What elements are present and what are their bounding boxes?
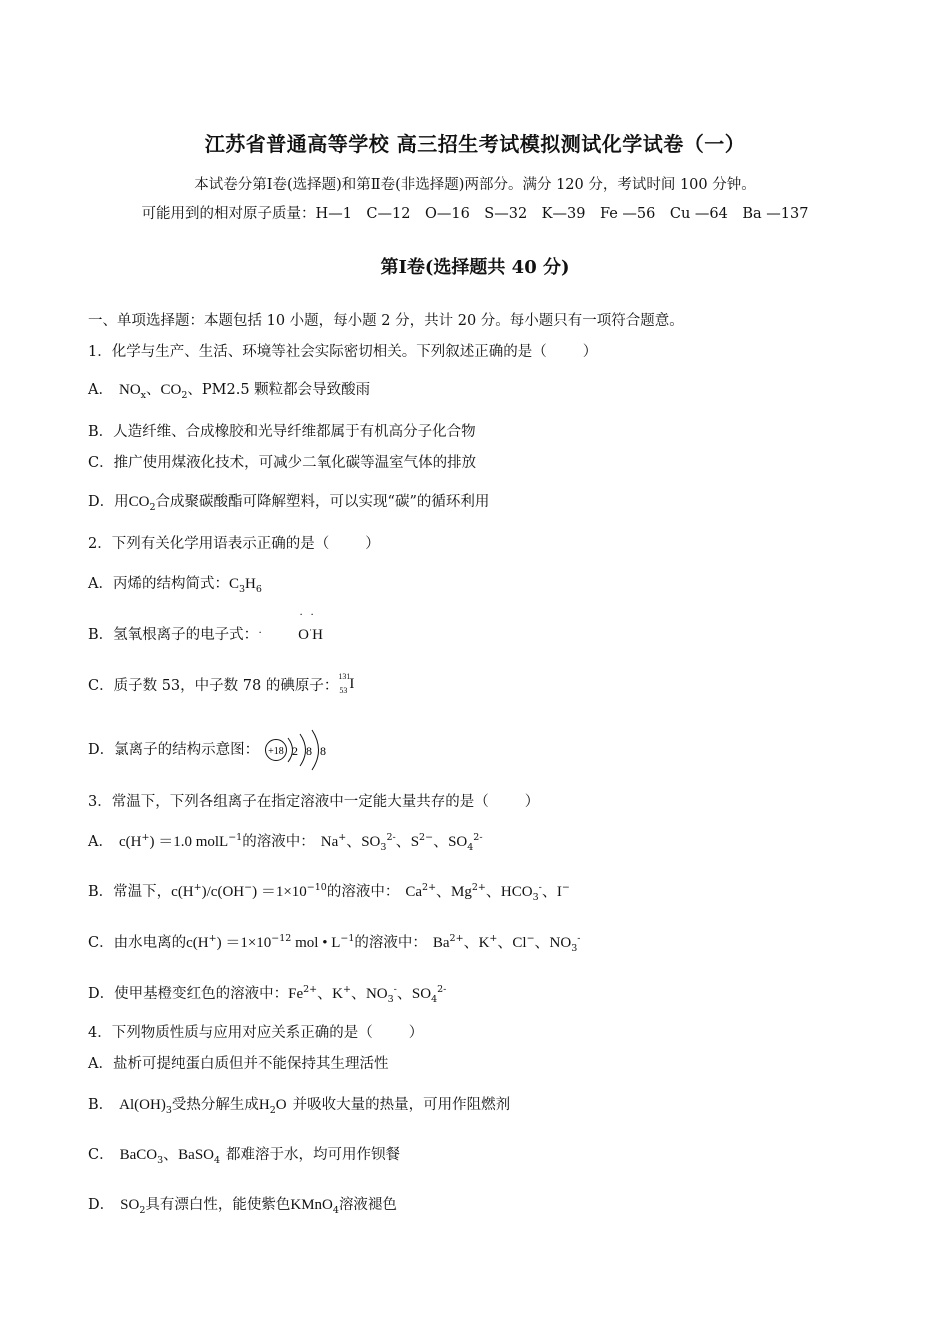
q2-option-a: A．丙烯的结构简式：$C_3H_6$ (88, 576, 262, 595)
q3-option-c: C．由水电离的$c(H^+) =1\times 10^{-12}$ mol • $L^{-1}$的溶液中： $Ba^{2+}$、K+、Cl−、$NO_3^-$ (88, 933, 581, 954)
question-3-stem: 3．常温下，下列各组离子在指定溶液中一定能大量共存的是（ ） (88, 794, 540, 810)
iodine-isotope: 131 53 I (338, 672, 355, 695)
electron-shell-2 (300, 734, 306, 766)
question-paren: ） (582, 344, 598, 360)
question-4-stem: 4．下列物质性质与应用对应关系正确的是（ ） (88, 1025, 424, 1041)
electron-shell-3 (312, 730, 319, 770)
q1-option-c: C．推广使用煤液化技术，可减少二氧化碳等温室气体的排放 (88, 455, 477, 471)
q2-option-b: B．氢氧根离子的电子式： · · · O·H (88, 607, 324, 643)
q4-option-c: C． BaCO$_3$、BaSO$_4$ 都难溶于水，均可用作钡餐 (88, 1147, 401, 1166)
q1-option-b: B．人造纤维、合成橡胶和光导纤维都属于有机高分子化合物 (88, 424, 476, 440)
atomic-masses: 可能用到的相对原子质量：H—1 C—12 O—16 S—32 K—39 Fe —56 Cu —64 Ba —137 (141, 206, 809, 222)
part1-instructions: 一、单项选择题：本题包括 10 小题，每小题 2 分，共计 20 分。每小题只有一项符合题意。 (88, 313, 684, 329)
hydroxide-electron-formula: · · · O·H (258, 607, 324, 643)
shell-electrons-2: 8 (305, 744, 312, 758)
section-title: 第Ⅰ卷(选择题共 40 分) (380, 257, 570, 278)
q3-option-b: B．常温下，$c(H^+)/c(OH^-) =1\times 10^{-10}$的溶液中： $Ca^{2+}$、$Mg^{2+}$、$HCO_3^-$、I− (88, 882, 570, 903)
q4-option-d: D． $SO_2$具有漂白性，能使紫色KMnO$_4$溶液褪色 (88, 1197, 397, 1216)
q3-option-d: D．使甲基橙变红色的溶液中：$Fe^{2+}$、K+、$NO_3^-$、$SO_4^{2-}$ (88, 984, 447, 1005)
q3-option-a: A． c(H+) ＝1.0 molL$^{-1}$的溶液中： Na+、$SO_3^{2-}$、$S^{2-}$、$SO_4^{2-}$ (88, 832, 483, 853)
shell-electrons-3: 8 (319, 744, 326, 758)
q4-option-a: A．盐析可提纯蛋白质但并不能保持其生理活性 (88, 1056, 389, 1072)
shell-electrons-1: 2 (291, 744, 298, 758)
q1-option-d: D．用$CO_2$合成聚碳酸酯可降解塑料，可以实现“碳”的循环利用 (88, 494, 490, 513)
q1-option-a: A． $NO_x$、$CO_2$、PM2.5 颗粒都会导致酸雨 (88, 382, 371, 401)
question-text: 1．化学与生产、生活、环境等社会实际密切相关。下列叙述正确的是（ (88, 344, 547, 360)
chloride-ion-structure-diagram (264, 728, 336, 772)
exam-title: 江苏省普通高等学校 高三招生考试模拟测试化学试卷（一） (204, 132, 746, 156)
question-1-stem (88, 340, 597, 361)
q4-option-b: B． $Al(OH)_3$受热分解生成$H_2O$ 并吸收大量的热量，可用作阻燃剂 (88, 1097, 511, 1116)
question-2-stem: 2．下列有关化学用语表示正确的是（ ） (88, 536, 380, 552)
q2-option-c: C．质子数 53，中子数 78 的碘原子： 131 53 I (88, 674, 360, 695)
exam-intro: 本试卷分第Ⅰ卷(选择题)和第Ⅱ卷(非选择题)两部分。满分 120 分，考试时间 100 分钟。 (194, 177, 756, 193)
nucleus-charge: +18 (267, 746, 284, 757)
q2-option-d: D．氯离子的结构示意图： +18 2 8 8 (88, 728, 336, 772)
